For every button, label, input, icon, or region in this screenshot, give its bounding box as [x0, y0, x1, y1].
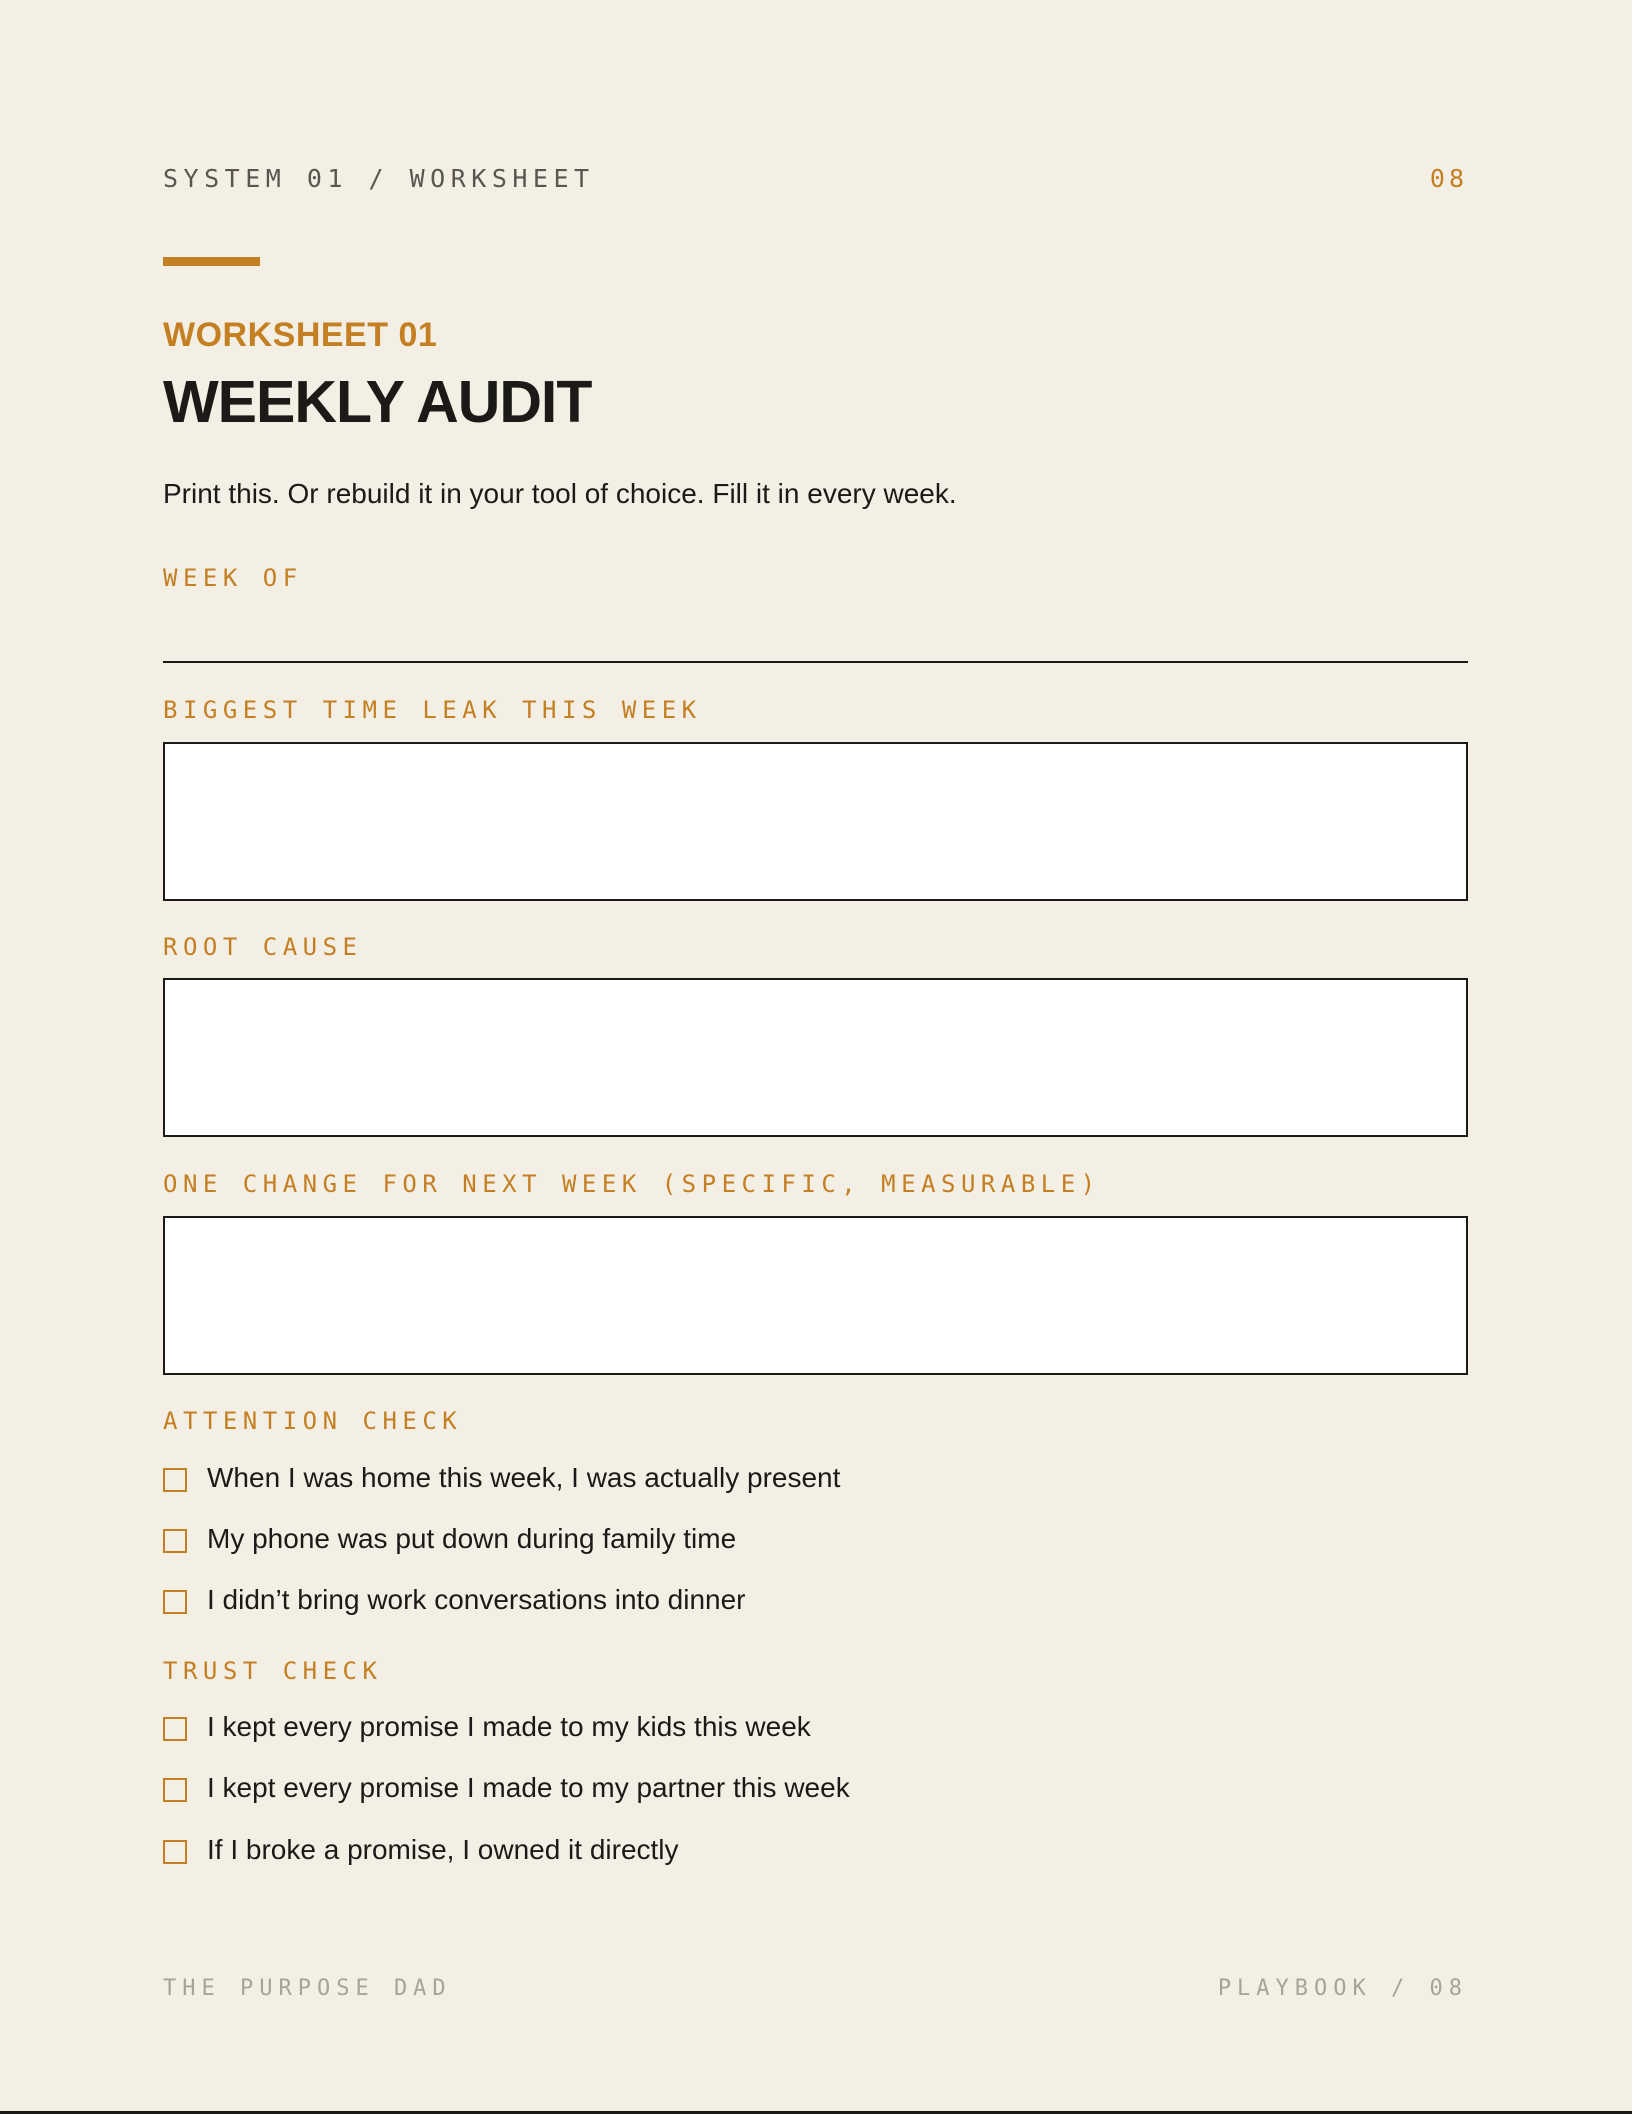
footer-page-ref: PLAYBOOK / 08 [1217, 1976, 1468, 2001]
time-leak-label: BIGGEST TIME LEAK THIS WEEK [163, 696, 702, 724]
attention-checkbox-2[interactable] [163, 1529, 187, 1553]
time-leak-input[interactable] [163, 742, 1468, 901]
section-label: SYSTEM 01 / WORKSHEET [163, 164, 595, 193]
root-cause-label: ROOT CAUSE [163, 933, 363, 961]
page-header [163, 164, 1468, 200]
accent-bar [163, 257, 260, 266]
worksheet-eyebrow-text: WORKSHEET 01 [163, 316, 438, 354]
trust-check-text: I kept every promise I made to my kids this week [207, 1711, 811, 1742]
attention-check-text: When I was home this week, I was actually present [207, 1462, 841, 1493]
attention-check-item [163, 1461, 840, 1495]
page-title: WEEKLY AUDIT [163, 369, 592, 435]
attention-checkbox-1[interactable] [163, 1468, 187, 1492]
root-cause-input[interactable] [163, 978, 1468, 1137]
trust-check-text: If I broke a promise, I owned it directly [207, 1834, 679, 1865]
intro-text: Print this. Or rebuild it in your tool of choice. Fill it in every week. [163, 478, 957, 509]
week-of-input[interactable] [163, 661, 1468, 663]
page-number: 08 [1429, 164, 1468, 193]
trust-checkbox-1[interactable] [163, 1717, 187, 1741]
worksheet-eyebrow [163, 316, 437, 355]
trust-check-item [163, 1771, 850, 1805]
attention-check-item [163, 1522, 736, 1556]
one-change-input[interactable] [163, 1216, 1468, 1375]
trust-check-item [163, 1833, 679, 1867]
trust-checkbox-2[interactable] [163, 1778, 187, 1802]
footer-brand: THE PURPOSE DAD [163, 1976, 452, 2001]
attention-checkbox-3[interactable] [163, 1590, 187, 1614]
trust-check-text: I kept every promise I made to my partner this week [207, 1772, 850, 1803]
trust-check-item [163, 1710, 811, 1744]
worksheet-page [163, 0, 1468, 2114]
trust-checkbox-3[interactable] [163, 1840, 187, 1864]
one-change-label: ONE CHANGE FOR NEXT WEEK (SPECIFIC, MEASURABLE) [163, 1170, 1101, 1198]
attention-check-label: ATTENTION CHECK [163, 1407, 463, 1435]
attention-check-text: I didn’t bring work conversations into dinner [207, 1584, 746, 1615]
trust-check-label: TRUST CHECK [163, 1657, 383, 1685]
attention-check-text: My phone was put down during family time [207, 1523, 737, 1554]
week-of-label: WEEK OF [163, 564, 303, 592]
attention-check-item [163, 1583, 746, 1617]
